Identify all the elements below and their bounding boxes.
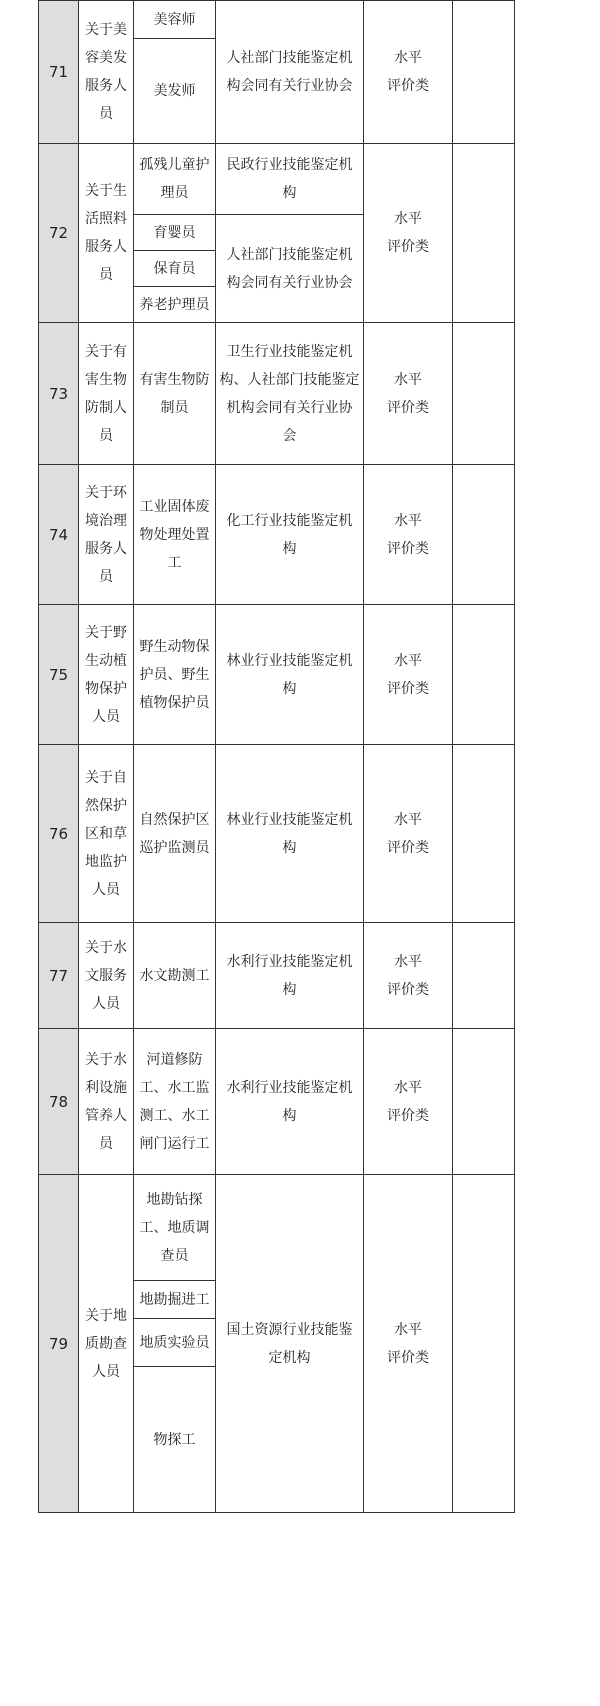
category-cell [79, 1175, 133, 1512]
category-cell-text: 容美发 [85, 50, 127, 66]
evaluation-type-cell [364, 745, 452, 922]
remark-cell [453, 323, 514, 464]
row-number-text: 73 [48, 384, 69, 403]
job-title-cell [134, 1281, 215, 1318]
job-title-cell-text: 物探工 [153, 1431, 196, 1448]
category-cell-text: 活照料 [85, 211, 127, 227]
job-title-cell-text: 养老护理员 [139, 296, 210, 313]
category-cell-text: 服务人 [85, 239, 127, 255]
row-number [39, 323, 78, 464]
category-cell-text: 员 [99, 568, 113, 585]
job-title-cell-text: 地勘掘进工 [139, 1291, 210, 1308]
category-cell-text: 人员 [92, 881, 120, 898]
table-rule [215, 0, 216, 1513]
category-cell-text: 防制人 [85, 399, 127, 416]
appraisal-org-cell [216, 745, 363, 922]
table-rule [452, 0, 453, 1513]
row-number [39, 144, 78, 322]
category-cell-text: 关于野 [85, 624, 127, 641]
table-rule [133, 250, 216, 251]
evaluation-type-cell-text: 水平 [394, 953, 422, 970]
category-cell [79, 745, 133, 922]
row-number-text: 79 [48, 1334, 69, 1353]
category-cell-text: 服务人 [85, 540, 127, 557]
job-title-cell [134, 215, 215, 250]
category-cell-text: 员 [99, 106, 113, 122]
evaluation-type-cell-text: 评价类 [387, 239, 429, 255]
appraisal-org-cell [216, 923, 363, 1028]
job-title-cell-text: 野生动物保 [139, 638, 210, 655]
evaluation-type-cell-text: 水平 [394, 652, 422, 669]
category-cell-text: 管养人 [85, 1107, 127, 1124]
appraisal-org-cell-text: 构 [282, 540, 297, 557]
row-number [39, 923, 78, 1028]
table-rule [38, 322, 515, 323]
category-cell-text: 关于有 [85, 343, 127, 360]
appraisal-org-cell [216, 144, 363, 214]
appraisal-org-cell-text: 构 [282, 1107, 297, 1124]
job-title-cell-text: 理员 [160, 185, 189, 201]
evaluation-type-cell-text: 水平 [394, 1321, 422, 1338]
category-cell-text: 关于水 [85, 939, 127, 956]
appraisal-org-cell [216, 605, 363, 744]
evaluation-type-cell-text: 评价类 [387, 540, 429, 557]
table-rule [215, 214, 364, 215]
appraisal-org-cell-text: 构会同有关行业协会 [226, 274, 353, 291]
appraisal-org-cell-text: 水利行业技能鉴定机 [226, 953, 353, 970]
category-cell-text: 服务人 [85, 78, 127, 94]
job-title-cell [134, 1175, 215, 1280]
row-number-text: 76 [48, 824, 69, 843]
row-number-text: 71 [48, 63, 69, 81]
evaluation-type-cell-text: 评价类 [387, 1349, 429, 1366]
row-number [39, 745, 78, 922]
category-cell-text: 员 [99, 267, 113, 283]
table-rule [38, 464, 515, 465]
category-cell [79, 605, 133, 744]
row-number-text: 74 [48, 525, 69, 544]
evaluation-type-cell-text: 水平 [394, 50, 422, 66]
remark-cell [453, 1, 514, 143]
table-rule [38, 744, 515, 745]
evaluation-type-cell-text: 水平 [394, 371, 422, 388]
category-cell-text: 地监护 [85, 853, 127, 870]
appraisal-org-cell-text: 卫生行业技能鉴定机 [226, 343, 353, 360]
evaluation-type-cell-text: 水平 [394, 811, 422, 828]
remark-cell [453, 745, 514, 922]
appraisal-org-cell [216, 1, 363, 143]
row-number-text: 72 [48, 224, 69, 242]
category-cell-text: 员 [99, 1135, 113, 1152]
table-rule [133, 0, 134, 1513]
category-cell [79, 923, 133, 1028]
appraisal-org-cell [216, 465, 363, 604]
evaluation-type-cell-text: 评价类 [387, 1107, 429, 1124]
appraisal-org-cell-text: 会 [282, 427, 297, 444]
evaluation-type-cell [364, 144, 452, 322]
evaluation-type-cell-text: 水平 [394, 1079, 422, 1096]
category-cell-text: 境治理 [85, 512, 127, 529]
table-rule [133, 1318, 216, 1319]
job-title-cell-text: 查员 [160, 1247, 189, 1264]
evaluation-type-cell [364, 323, 452, 464]
table-rule [38, 143, 515, 144]
job-title-cell-text: 美容师 [153, 11, 196, 28]
category-cell-text: 关于环 [85, 484, 127, 501]
category-cell-text: 关于水 [85, 1051, 127, 1068]
job-title-cell [134, 1, 215, 38]
job-title-cell-text: 工 [167, 554, 182, 571]
job-title-cell-text: 巡护监测员 [139, 839, 210, 856]
job-title-cell [134, 923, 215, 1028]
evaluation-type-cell [364, 1175, 452, 1512]
appraisal-org-cell-text: 人社部门技能鉴定机 [226, 50, 353, 66]
appraisal-org-cell-text: 构会同有关行业协会 [226, 78, 353, 94]
category-cell-text: 生动植 [85, 652, 127, 669]
category-cell [79, 323, 133, 464]
appraisal-org-cell-text: 民政行业技能鉴定机 [226, 157, 353, 173]
table-rule [38, 0, 515, 1]
remark-cell [453, 1029, 514, 1174]
table-rule [133, 38, 216, 39]
appraisal-org-cell-text: 人社部门技能鉴定机 [226, 246, 353, 263]
job-title-cell [134, 465, 215, 604]
evaluation-type-cell [364, 465, 452, 604]
job-title-cell-text: 物处理处置 [139, 526, 210, 543]
remark-cell [453, 465, 514, 604]
evaluation-type-cell-text: 水平 [394, 211, 422, 227]
job-title-cell-text: 工、地质调 [139, 1219, 210, 1236]
job-title-cell-text: 护员、野生 [139, 666, 210, 683]
table-rule [38, 1512, 515, 1513]
appraisal-org-cell-text: 定机构 [268, 1349, 311, 1366]
table-rule [38, 604, 515, 605]
evaluation-type-cell [364, 605, 452, 744]
job-title-cell [134, 144, 215, 214]
category-cell-text: 员 [99, 427, 113, 444]
appraisal-org-cell [216, 1029, 363, 1174]
row-number [39, 465, 78, 604]
job-title-cell-text: 自然保护区 [139, 811, 210, 828]
category-cell [79, 1, 133, 143]
job-title-cell-text: 美发师 [153, 83, 196, 99]
job-title-cell-text: 闸门运行工 [139, 1135, 210, 1152]
job-title-cell [134, 39, 215, 143]
category-cell-text: 害生物 [85, 371, 127, 388]
job-title-cell-text: 工、水工监 [139, 1079, 210, 1096]
category-cell [79, 1029, 133, 1174]
category-cell-text: 人员 [92, 708, 120, 725]
table-rule [133, 214, 216, 215]
evaluation-type-cell [364, 1029, 452, 1174]
category-cell-text: 关于自 [85, 769, 127, 786]
appraisal-org-cell-text: 构、人社部门技能鉴定 [219, 371, 360, 388]
appraisal-org-cell [216, 323, 363, 464]
appraisal-org-cell-text: 构 [282, 839, 297, 856]
appraisal-org-cell [216, 215, 363, 322]
appraisal-org-cell-text: 构 [282, 981, 297, 998]
category-cell-text: 人员 [92, 1363, 120, 1380]
table-rule [38, 922, 515, 923]
evaluation-type-cell-text: 水平 [394, 512, 422, 529]
row-number [39, 1029, 78, 1174]
appraisal-org-cell-text: 国土资源行业技能鉴 [226, 1321, 353, 1338]
job-title-cell [134, 1029, 215, 1174]
table-rule [133, 286, 216, 287]
job-title-cell-text: 河道修防 [146, 1051, 203, 1068]
category-cell-text: 利设施 [85, 1079, 127, 1096]
row-number [39, 605, 78, 744]
job-title-cell-text: 植物保护员 [139, 694, 210, 711]
remark-cell [453, 144, 514, 322]
appraisal-org-cell-text: 化工行业技能鉴定机 [226, 512, 353, 529]
appraisal-org-cell-text: 机构会同有关行业协 [226, 399, 353, 416]
remark-cell [453, 1175, 514, 1512]
category-cell-text: 文服务 [85, 967, 127, 984]
job-title-cell [134, 287, 215, 322]
table-rule [38, 0, 39, 1513]
job-title-cell-text: 地勘钻探 [146, 1191, 203, 1208]
category-cell-text: 关于生 [85, 183, 127, 199]
row-number-text: 78 [48, 1092, 69, 1111]
category-cell-text: 质勘查 [85, 1335, 127, 1352]
job-title-cell [134, 251, 215, 286]
job-title-cell-text: 测工、水工 [139, 1107, 210, 1124]
row-number [39, 1175, 78, 1512]
table-rule [78, 0, 79, 1513]
job-title-cell-text: 制员 [160, 399, 189, 416]
category-cell [79, 144, 133, 322]
evaluation-type-cell [364, 1, 452, 143]
job-title-cell [134, 605, 215, 744]
evaluation-type-cell-text: 评价类 [387, 78, 429, 94]
job-title-cell-text: 有害生物防 [139, 371, 210, 388]
table-rule [133, 1366, 216, 1367]
appraisal-org-cell-text: 构 [282, 185, 297, 201]
remark-cell [453, 923, 514, 1028]
appraisal-org-cell-text: 构 [282, 680, 297, 697]
category-cell-text: 物保护 [85, 680, 127, 697]
evaluation-type-cell-text: 评价类 [387, 839, 429, 856]
category-cell [79, 465, 133, 604]
table-rule [514, 0, 515, 1513]
job-title-cell [134, 745, 215, 922]
job-title-cell [134, 323, 215, 464]
category-cell-text: 区和草 [85, 825, 127, 842]
table-rule [38, 1174, 515, 1175]
row-number-text: 75 [48, 665, 69, 684]
appraisal-org-cell-text: 林业行业技能鉴定机 [226, 811, 353, 828]
row-number [39, 1, 78, 143]
category-cell-text: 人员 [92, 995, 120, 1012]
evaluation-type-cell-text: 评价类 [387, 399, 429, 416]
job-title-cell-text: 工业固体废 [139, 498, 210, 515]
table-rule [363, 0, 364, 1513]
table-rule [133, 1280, 216, 1281]
job-title-cell-text: 孤残儿童护 [139, 157, 210, 173]
job-title-cell-text: 地质实验员 [139, 1334, 210, 1351]
job-title-cell-text: 保育员 [153, 260, 196, 277]
job-title-cell [134, 1319, 215, 1366]
category-cell-text: 然保护 [85, 797, 127, 814]
job-title-cell [134, 1367, 215, 1512]
remark-cell [453, 605, 514, 744]
category-cell-text: 关于地 [85, 1307, 127, 1324]
appraisal-org-cell [216, 1175, 363, 1512]
evaluation-type-cell-text: 评价类 [387, 981, 429, 998]
job-title-cell-text: 育婴员 [153, 224, 196, 241]
row-number-text: 77 [48, 966, 69, 985]
category-cell-text: 关于美 [85, 22, 127, 38]
appraisal-org-cell-text: 水利行业技能鉴定机 [226, 1079, 353, 1096]
job-title-cell-text: 水文勘测工 [139, 967, 210, 984]
evaluation-type-cell [364, 923, 452, 1028]
evaluation-type-cell-text: 评价类 [387, 680, 429, 697]
appraisal-org-cell-text: 林业行业技能鉴定机 [226, 652, 353, 669]
table-rule [38, 1028, 515, 1029]
